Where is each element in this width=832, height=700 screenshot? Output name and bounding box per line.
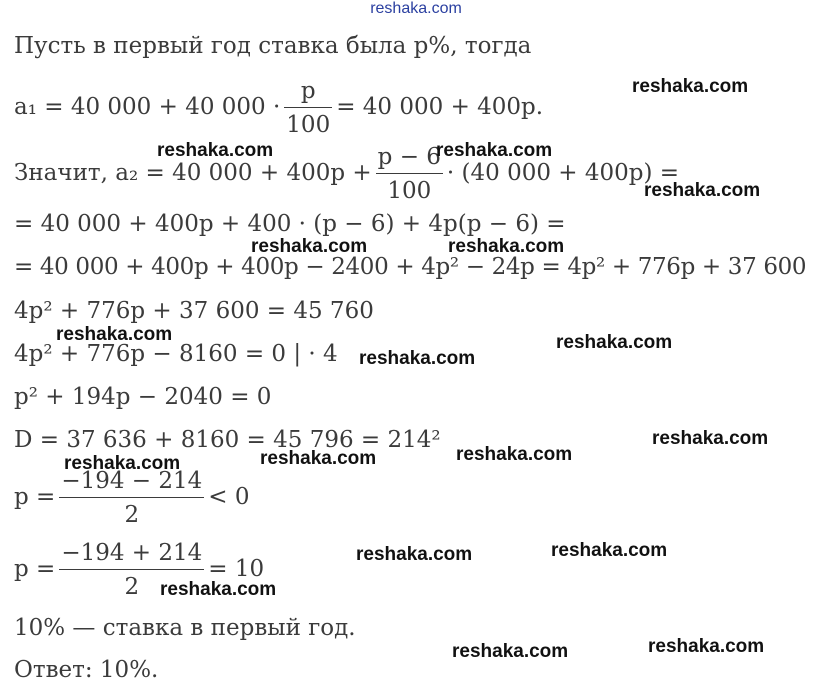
watermark: reshaka.com — [436, 140, 553, 161]
a1-rhs: = 40 000 + 400p. — [336, 94, 544, 120]
root-1 — [14, 466, 250, 530]
a1-denominator: 100 — [284, 107, 332, 140]
equation-3: p² + 194p − 2040 = 0 — [14, 384, 272, 410]
watermark: reshaka.com — [251, 236, 368, 257]
root2-numerator: −194 + 214 — [61, 540, 203, 566]
a2-rhs: · (40 000 + 400p) = — [446, 160, 680, 186]
formula-a2 — [14, 142, 679, 206]
watermark: reshaka.com — [157, 140, 274, 161]
step-1: = 40 000 + 400p + 400 · (p − 6) + 4p(p − 6) = — [14, 211, 566, 237]
root2-denominator: 2 — [59, 569, 204, 602]
root1-lhs: p = — [14, 484, 56, 510]
root1-fraction — [59, 466, 204, 530]
a1-numerator: p — [300, 78, 316, 104]
watermark: reshaka.com — [551, 540, 668, 561]
watermark: reshaka.com — [359, 348, 476, 369]
watermark: reshaka.com — [652, 428, 769, 449]
formula-a1 — [14, 76, 543, 140]
a2-denominator: 100 — [376, 173, 443, 206]
a2-numerator: p − 6 — [377, 144, 441, 170]
root2-rhs: = 10 — [208, 556, 265, 582]
watermark: reshaka.com — [56, 324, 173, 345]
a2-fraction — [376, 142, 443, 206]
conclusion-text: 10% — ставка в первый год. — [14, 615, 356, 641]
watermark: reshaka.com — [356, 544, 473, 565]
watermark: reshaka.com — [448, 236, 565, 257]
a2-lhs: Значит, a₂ = 40 000 + 400p + — [14, 160, 372, 186]
answer-text: Ответ: 10%. — [14, 657, 159, 683]
watermark: reshaka.com — [260, 448, 377, 469]
equation-1: 4p² + 776p + 37 600 = 45 760 — [14, 298, 374, 324]
watermark: reshaka.com — [456, 444, 573, 465]
watermark: reshaka.com — [452, 641, 569, 662]
watermark: reshaka.com — [644, 180, 761, 201]
watermark: reshaka.com — [64, 453, 181, 474]
watermark: reshaka.com — [160, 579, 277, 600]
intro-text: Пусть в первый год ставка была p%, тогда — [14, 33, 532, 59]
watermark: reshaka.com — [648, 636, 765, 657]
watermark: reshaka.com — [556, 332, 673, 353]
step-2: = 40 000 + 400p + 400p − 2400 + 4p² − 24p = 4p² + 776p + 37 600 — [14, 254, 807, 280]
root1-rhs: < 0 — [208, 484, 250, 510]
equation-2: 4p² + 776p − 8160 = 0 | · 4 — [14, 341, 338, 367]
root1-numerator: −194 − 214 — [61, 468, 203, 494]
a1-fraction — [284, 76, 332, 140]
root1-denominator: 2 — [59, 497, 204, 530]
discriminant: D = 37 636 + 8160 = 45 796 = 214² — [14, 427, 441, 453]
watermark: reshaka.com — [632, 76, 749, 97]
a1-lhs: a₁ = 40 000 + 40 000 · — [14, 94, 281, 120]
header-watermark: reshaka.com — [370, 0, 462, 17]
root2-lhs: p = — [14, 556, 56, 582]
